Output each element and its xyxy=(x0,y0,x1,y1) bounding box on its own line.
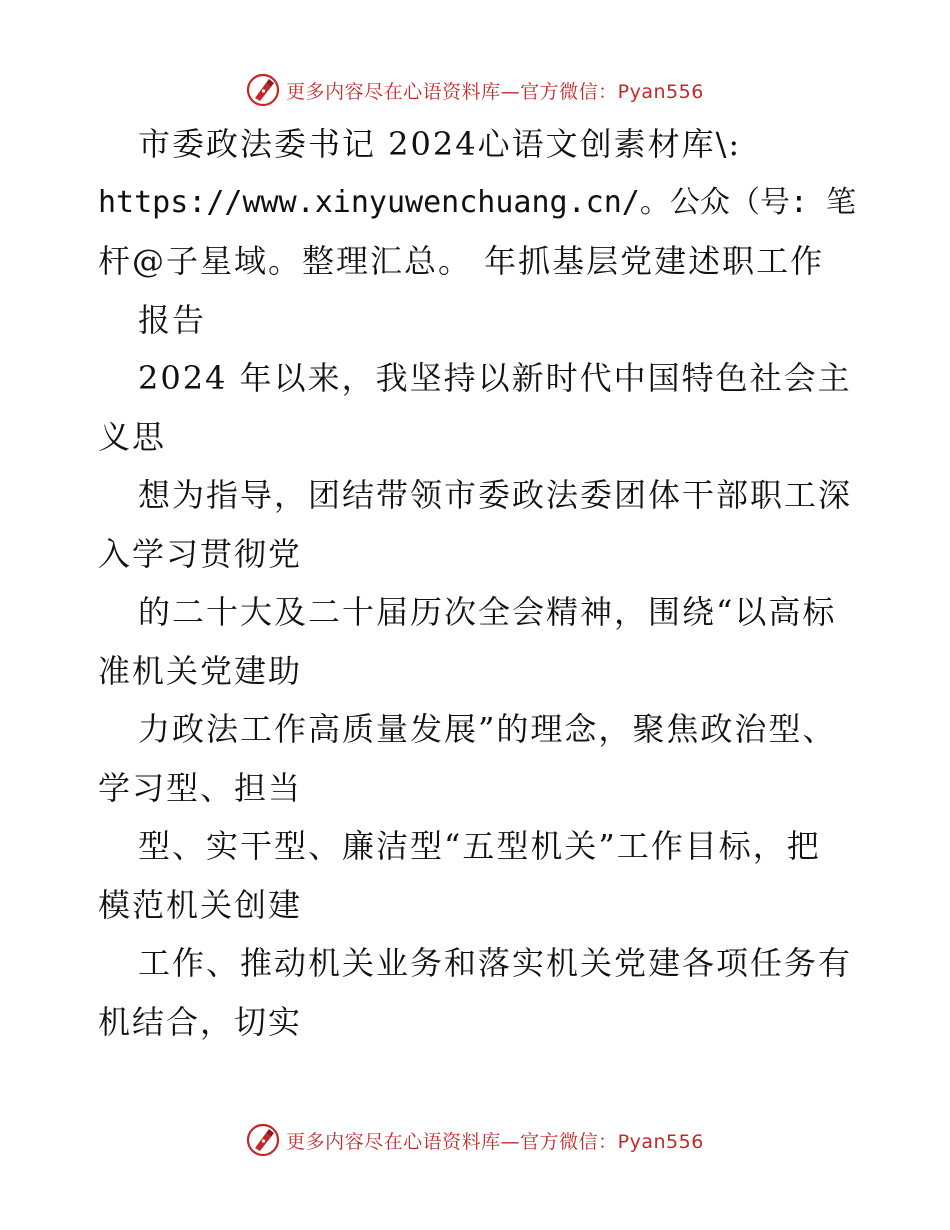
document-body xyxy=(98,115,858,1051)
paragraph-line: 机结合，切实 xyxy=(98,1002,303,1041)
paragraph-line: 型、实干型、廉洁型“五型机关”工作目标，把 xyxy=(138,827,821,865)
fountain-pen-logo-icon xyxy=(246,73,280,107)
paragraph-line: https://www.xinyuwenchuang.cn/。公众（号: 笔 xyxy=(98,184,856,220)
watermark-content xyxy=(246,1123,704,1157)
watermark-text: 更多内容尽在心语资料库—官方微信：Pyan556 xyxy=(286,1130,704,1153)
paragraph-line: 报告 xyxy=(138,300,207,339)
paragraph-line: 模范机关创建 xyxy=(98,885,303,924)
paragraph-line: 的二十大及二十届历次全会精神，围绕“以高标 xyxy=(138,593,837,631)
paragraph-line: 准机关党建助 xyxy=(98,651,303,690)
paragraph-line: 学习型、担当 xyxy=(98,768,303,807)
watermark-content xyxy=(246,73,704,107)
paragraph-line: 杆@子星域。整理汇总。 年抓基层党建述职工作 xyxy=(98,242,825,280)
watermark-text: 更多内容尽在心语资料库—官方微信：Pyan556 xyxy=(286,80,704,103)
paragraph-line: 义思 xyxy=(98,417,167,456)
paragraph-line: 力政法工作高质量发展”的理念，聚焦政治型、 xyxy=(138,710,837,748)
paragraph-line: 工作、推动机关业务和落实机关党建各项任务有 xyxy=(138,944,853,982)
watermark-banner-bottom xyxy=(0,1120,950,1160)
paragraph-line: 市委政法委书记 2024心语文创素材库\: xyxy=(138,125,742,163)
paragraph-line: 2024 年以来，我坚持以新时代中国特色社会主 xyxy=(138,359,852,397)
watermark-banner-top xyxy=(0,70,950,110)
fountain-pen-logo-icon xyxy=(246,1123,280,1157)
paragraph-line: 想为指导，团结带领市委政法委团体干部职工深 xyxy=(138,476,853,514)
paragraph-line: 入学习贯彻党 xyxy=(98,534,303,573)
